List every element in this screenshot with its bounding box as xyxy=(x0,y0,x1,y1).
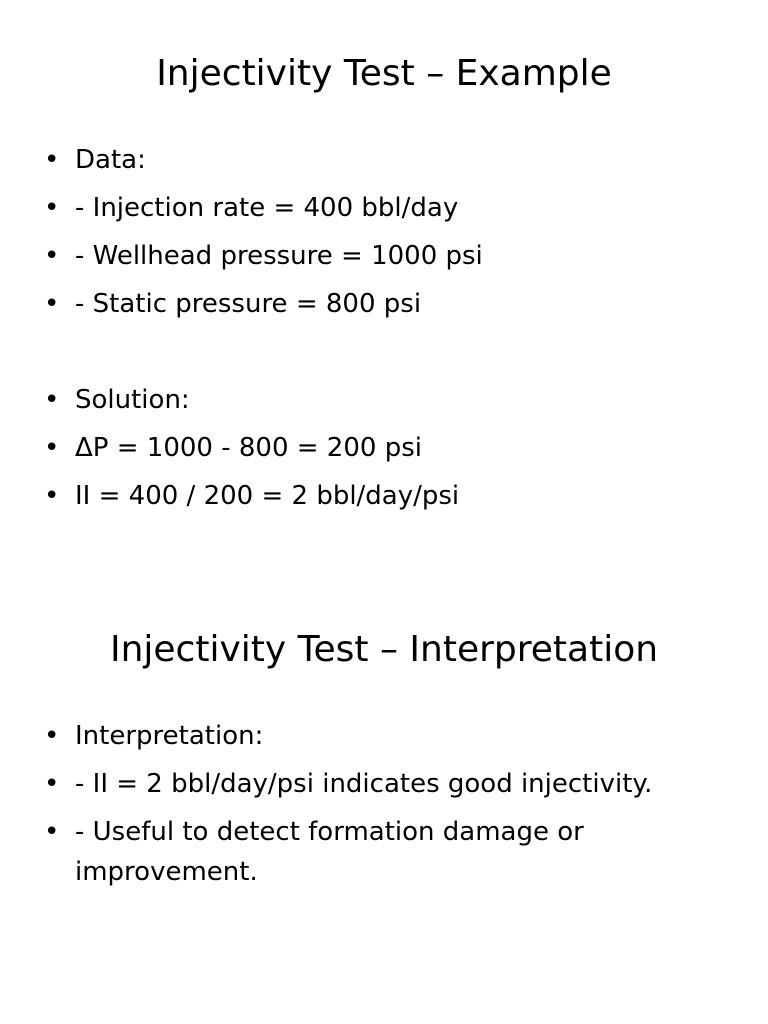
bullet-text: Data: xyxy=(75,145,146,175)
bullet-text: - Static pressure = 800 psi xyxy=(75,289,422,319)
bullet-list xyxy=(44,716,724,900)
bullet-spacer xyxy=(44,332,724,380)
bullet-text: Solution: xyxy=(75,385,190,415)
bullet-dot: • xyxy=(44,817,60,847)
bullet-item xyxy=(44,380,724,420)
bullet-text: - Useful to detect formation damage or improvement. xyxy=(75,817,584,887)
bullet-dot: • xyxy=(44,145,60,175)
bullet-dot: • xyxy=(44,385,60,415)
slide-title: Injectivity Test – Example xyxy=(156,53,612,94)
bullet-item xyxy=(44,188,724,228)
bullet-dot: • xyxy=(44,241,60,271)
bullet-item xyxy=(44,140,724,180)
bullet-text: Interpretation: xyxy=(75,721,264,751)
bullet-item xyxy=(44,812,655,892)
slide-injectivity-interpretation xyxy=(0,576,768,1024)
bullet-dot: • xyxy=(44,481,60,511)
bullet-item xyxy=(44,476,724,516)
bullet-text: - Wellhead pressure = 1000 psi xyxy=(75,241,483,271)
bullet-list xyxy=(44,140,724,524)
bullet-text: - Injection rate = 400 bbl/day xyxy=(75,193,459,223)
slide-title: Injectivity Test – Interpretation xyxy=(109,629,659,670)
bullet-dot: • xyxy=(44,721,60,751)
bullet-item xyxy=(44,428,724,468)
bullet-item xyxy=(44,236,724,276)
bullet-text: ΔP = 1000 - 800 = 200 psi xyxy=(75,433,422,463)
bullet-dot: • xyxy=(44,193,60,223)
bullet-dot: • xyxy=(44,289,60,319)
bullet-item xyxy=(44,764,724,804)
bullet-text: II = 400 / 200 = 2 bbl/day/psi xyxy=(75,481,460,511)
bullet-dot: • xyxy=(44,433,60,463)
bullet-item xyxy=(44,284,724,324)
bullet-dot: • xyxy=(44,769,60,799)
bullet-text: - II = 2 bbl/day/psi indicates good injectivity. xyxy=(75,769,653,799)
bullet-item xyxy=(44,716,724,756)
